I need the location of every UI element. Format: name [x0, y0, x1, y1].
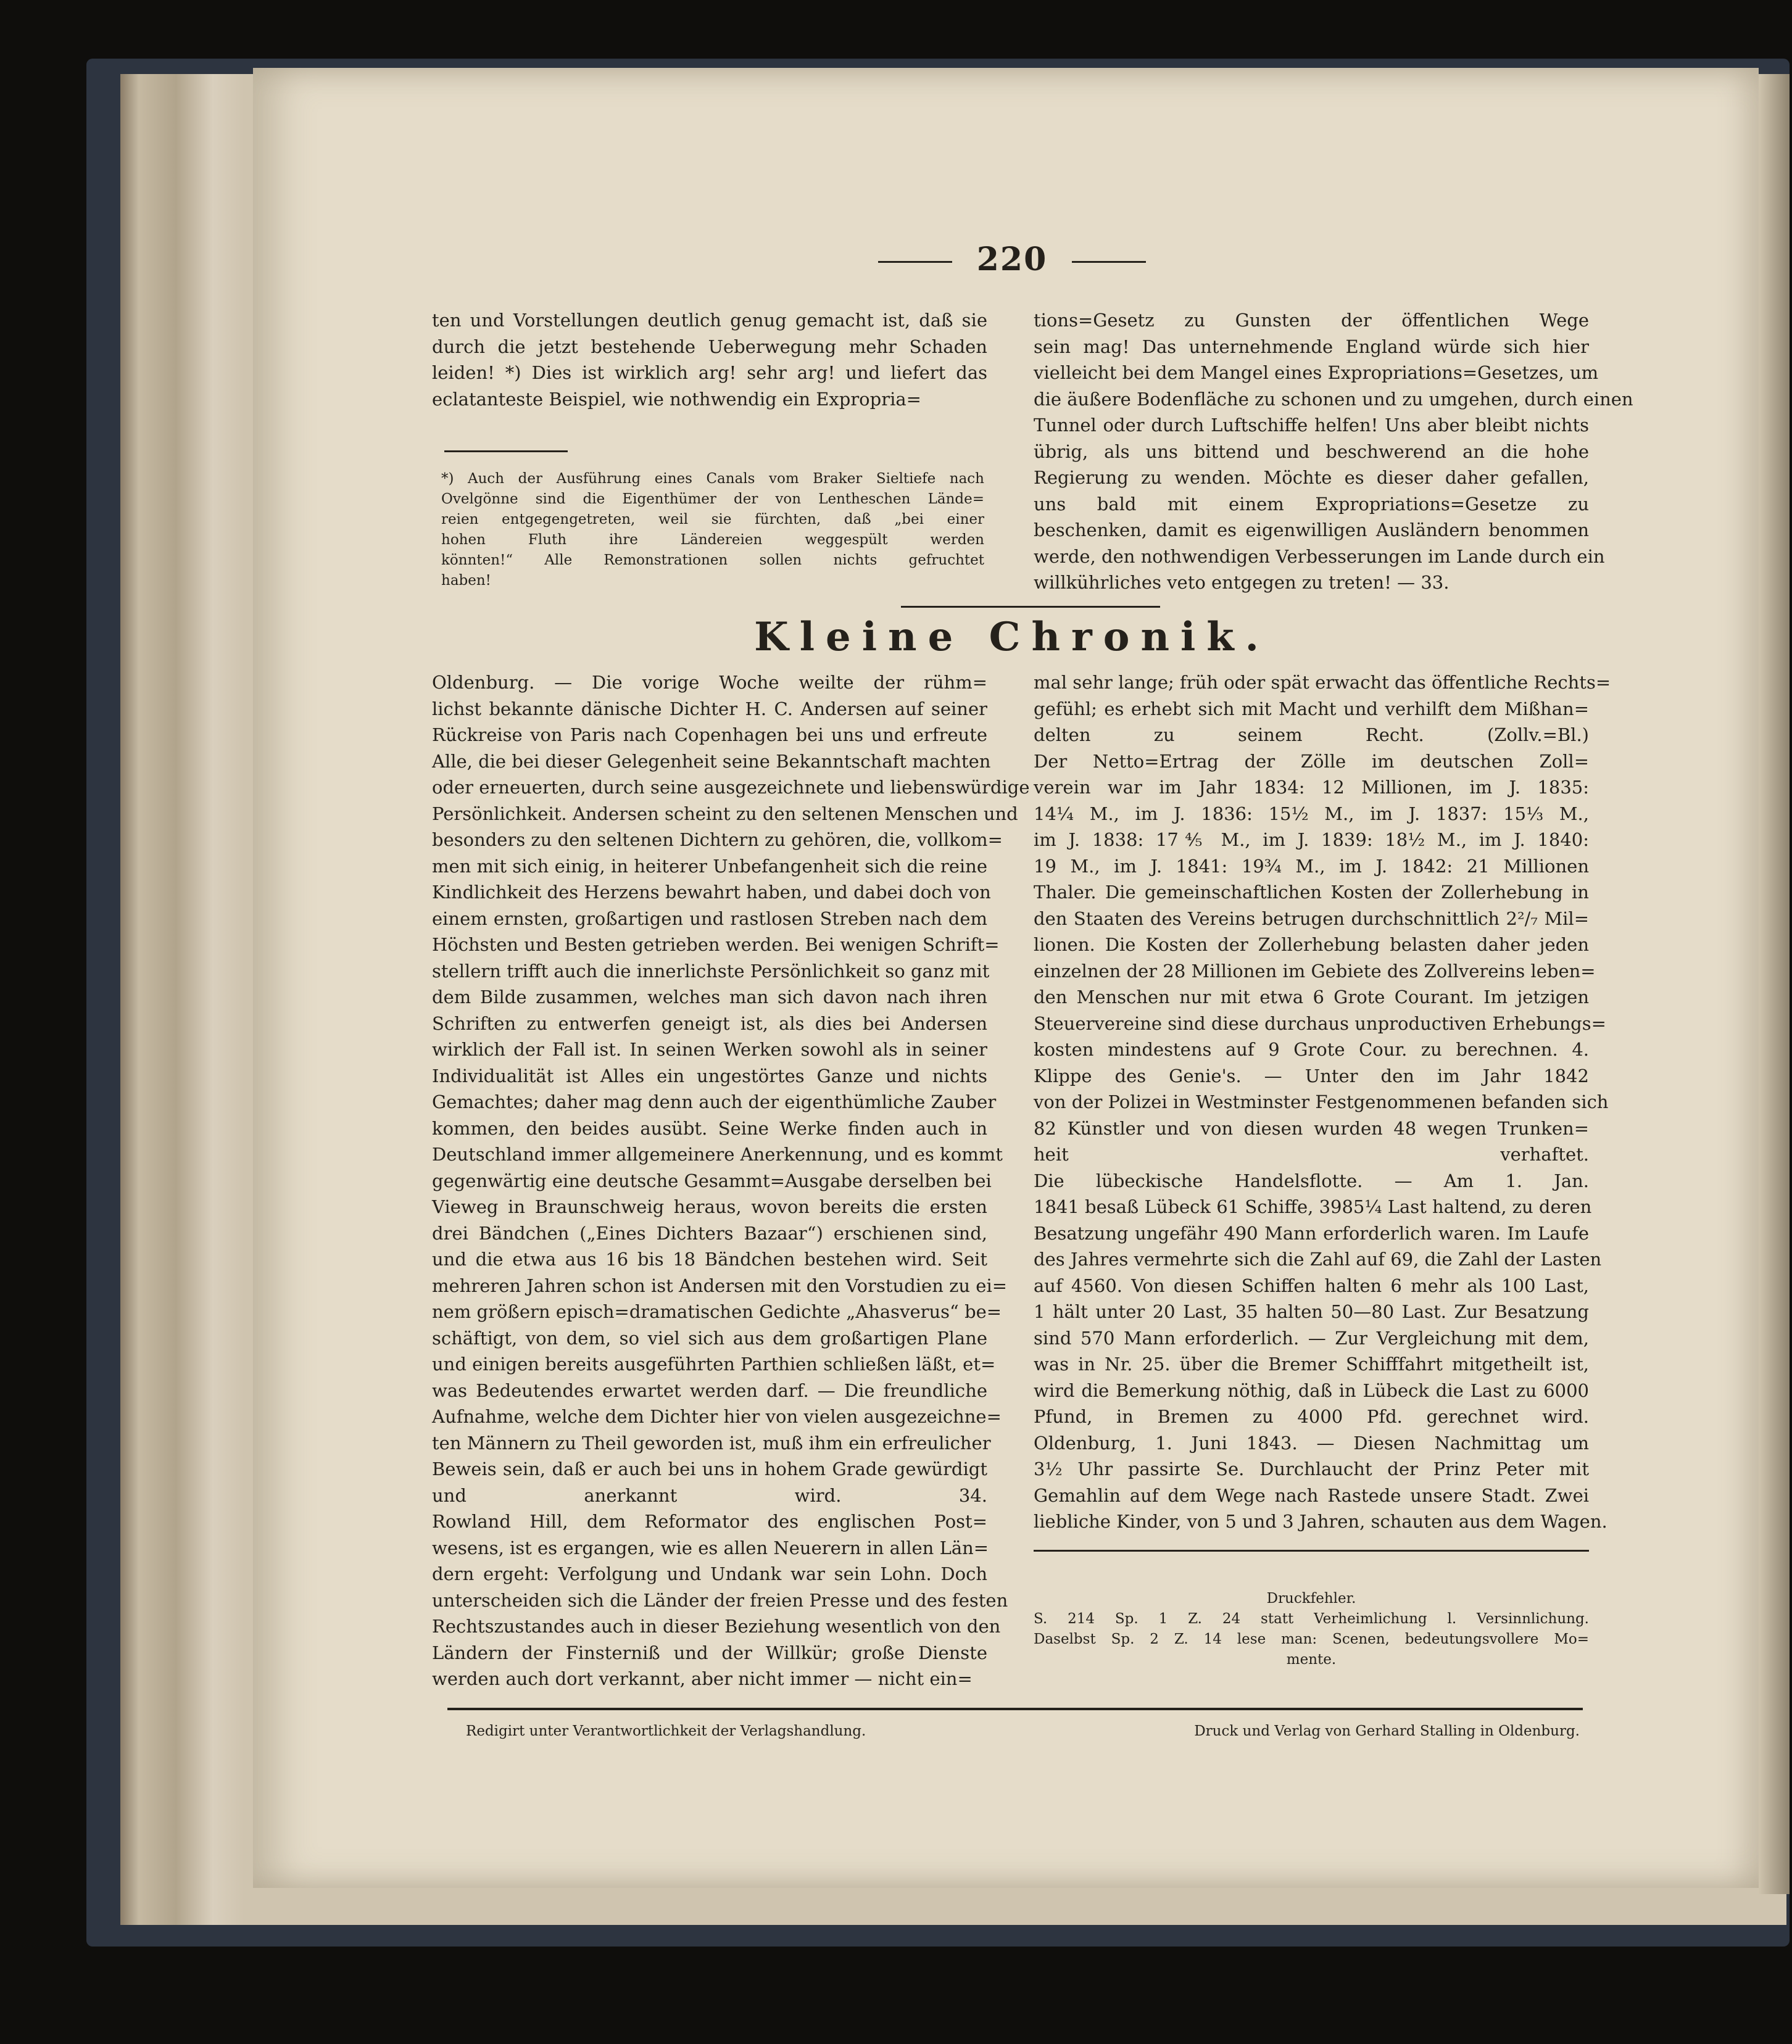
text-line: Rückreise von Paris nach Copenhagen bei uns und erfreute	[432, 724, 987, 745]
footnote	[441, 469, 984, 591]
text-line: Individualität ist Alles ein ungestörtes Ganze und nichts	[432, 1065, 987, 1086]
errata-title: Druckfehler.	[1266, 1591, 1356, 1607]
text-line: lionen. Die Kosten der Zollerhebung belasten daher jeden	[1034, 934, 1589, 955]
text-line: eclatanteste Beispiel, wie nothwendig ein Expropria=	[432, 388, 921, 410]
text-line: Der Netto=Ertrag der Zölle im deutschen Zoll=	[1034, 750, 1589, 772]
text-line: und die etwa aus 16 bis 18 Bändchen bestehen wird. Seit	[432, 1249, 987, 1270]
text-line: Regierung zu wenden. Möchte es dieser daher gefallen,	[1034, 467, 1589, 488]
text-line: und anerkannt wird. 34.	[432, 1484, 987, 1506]
text-line: beschenken, damit es eigenwilligen Ausländern benommen	[1034, 519, 1589, 540]
text-line: oder erneuerten, durch seine ausgezeichnete und liebenswürdige	[432, 777, 1030, 798]
page-number-dash-right	[1072, 261, 1146, 263]
text-line: tions=Gesetz zu Gunsten der öffentlichen Wege	[1034, 310, 1589, 331]
text-line: ten Männern zu Theil geworden ist, muß ihm ein erfreulicher	[432, 1432, 991, 1454]
page-number-text: 220	[976, 241, 1048, 278]
footnote-line: haben!	[441, 573, 491, 589]
text-line: sind 570 Mann erforderlich. — Zur Vergleichung mit dem,	[1034, 1327, 1589, 1349]
page-number	[432, 241, 1592, 278]
errata-line: S. 214 Sp. 1 Z. 24 statt Verheimlichung l. Versinnlichung.	[1034, 1611, 1589, 1627]
text-line: werden auch dort verkannt, aber nicht immer — nicht ein=	[432, 1668, 973, 1689]
text-line: durch die jetzt bestehende Ueberwegung mehr Schaden	[432, 336, 987, 357]
top-left-column	[432, 307, 987, 412]
text-line: auf 4560. Von diesen Schiffen halten 6 mehr als 100 Last,	[1034, 1275, 1589, 1296]
text-line: mal sehr lange; früh oder spät erwacht das öffentliche Rechts=	[1034, 672, 1611, 693]
text-line: von der Polizei in Westminster Festgenommenen befanden sich	[1034, 1091, 1609, 1112]
section-heading: Kleine Chronik.	[754, 614, 1270, 660]
footnote-line: hohen Fluth ihre Ländereien weggespült werden	[441, 532, 984, 548]
text-line: 1841 besaß Lübeck 61 Schiffe, 3985¼ Last haltend, zu deren	[1034, 1196, 1592, 1217]
text-line: gegenwärtig eine deutsche Gesammt=Ausgabe derselben bei	[432, 1170, 992, 1191]
text-line: 19 M., im J. 1841: 19¾ M., im J. 1842: 21 Millionen	[1034, 855, 1589, 877]
text-line: Rechtszustandes auch in dieser Beziehung wesentlich von den	[432, 1616, 1001, 1637]
text-line: besonders zu den seltenen Dichtern zu gehören, die, vollkom=	[432, 829, 1003, 850]
text-line: stellern trifft auch die innerlichste Persönlichkeit so ganz mit	[432, 960, 990, 982]
footnote-line: *) Auch der Ausführung eines Canals vom Braker Sieltiefe nach	[441, 471, 984, 487]
text-line: Rowland Hill, dem Reformator des englischen Post=	[432, 1511, 987, 1532]
text-line: Thaler. Die gemeinschaftlichen Kosten der Zollerhebung in	[1034, 882, 1589, 903]
text-line: Pfund, in Bremen zu 4000 Pfd. gerechnet wird.	[1034, 1406, 1589, 1427]
text-line: heit verhaftet.	[1034, 1144, 1589, 1165]
text-line: übrig, als uns bittend und beschwerend an die hohe	[1034, 441, 1589, 462]
text-line: was in Nr. 25. über die Bremer Schifffahrt mitgetheilt ist,	[1034, 1354, 1589, 1375]
text-line: Aufnahme, welche dem Dichter hier von vielen ausgezeichne=	[432, 1406, 1002, 1427]
next-page-edge	[1759, 74, 1790, 1894]
text-line: leiden! *) Dies ist wirklich arg! sehr arg! und liefert das	[432, 362, 987, 383]
text-line: Alle, die bei dieser Gelegenheit seine Bekanntschaft machten	[432, 750, 991, 772]
text-line: Oldenburg, 1. Juni 1843. — Diesen Nachmittag um	[1034, 1432, 1589, 1454]
bottom-right-column	[1034, 669, 1611, 1535]
text-line: Steuervereine sind diese durchaus unproductiven Erhebungs=	[1034, 1012, 1606, 1034]
footer-left: Redigirt unter Verantwortlichkeit der Verlagshandlung.	[466, 1723, 866, 1739]
text-line: 82 Künstler und von diesen wurden 48 wegen Trunken=	[1034, 1117, 1589, 1139]
text-line: den Staaten des Vereins betrugen durchschnittlich 2²/₇ Mil=	[1034, 908, 1589, 929]
text-line: die äußere Bodenfläche zu schonen und zu umgehen, durch einen	[1034, 388, 1633, 410]
text-line: gefühl; es erhebt sich mit Macht und verhilft dem Mißhan=	[1034, 698, 1589, 719]
text-line: wesens, ist es ergangen, wie es allen Neuerern in allen Län=	[432, 1537, 989, 1558]
errata	[1034, 1589, 1589, 1670]
text-line: Vieweg in Braunschweig heraus, wovon bereits die ersten	[432, 1196, 987, 1217]
text-line: vielleicht bei dem Mangel eines Expropriations=Gesetzes, um	[1034, 362, 1599, 383]
text-line: liebliche Kinder, von 5 und 3 Jahren, schauten aus dem Wagen.	[1034, 1511, 1607, 1532]
page-number-dash-left	[878, 261, 952, 263]
text-line: was Bedeutendes erwartet werden darf. — Die freundliche	[432, 1380, 987, 1401]
text-line: Deutschland immer allgemeinere Anerkennung, und es kommt	[432, 1144, 1003, 1165]
text-line: Schriften zu entwerfen geneigt ist, als dies bei Andersen	[432, 1012, 987, 1034]
text-line: drei Bändchen („Eines Dichters Bazaar“) erschienen sind,	[432, 1222, 987, 1244]
text-line: unterscheiden sich die Länder der freien Presse und des festen	[432, 1589, 1008, 1611]
footer-rule	[447, 1708, 1583, 1710]
text-line: uns bald mit einem Expropriations=Gesetze zu	[1034, 493, 1589, 515]
page-content	[432, 241, 1633, 1869]
text-line: 1 hält unter 20 Last, 35 halten 50—80 Last. Zur Besatzung	[1034, 1301, 1589, 1322]
errata-line: Daselbst Sp. 2 Z. 14 lese man: Scenen, bedeutungsvollere Mo=	[1034, 1631, 1589, 1647]
errata-line: mente.	[1286, 1652, 1337, 1668]
text-line: Gemachtes; daher mag denn auch der eigenthümliche Zauber	[432, 1091, 997, 1112]
text-line: des Jahres vermehrte sich die Zahl auf 69, die Zahl der Lasten	[1034, 1249, 1602, 1270]
text-line: sein mag! Das unternehmende England würde sich hier	[1034, 336, 1589, 357]
text-line: Besatzung ungefähr 490 Mann erforderlich waren. Im Laufe	[1034, 1222, 1589, 1244]
text-line: 14¼ M., im J. 1836: 15½ M., im J. 1837: 15⅓ M.,	[1034, 803, 1589, 824]
text-line: delten zu seinem Recht. (Zollv.=Bl.)	[1034, 724, 1589, 745]
text-line: Gemahlin auf dem Wege nach Rastede unsere Stadt. Zwei	[1034, 1484, 1589, 1506]
text-line: werde, den nothwendigen Verbesserungen im Lande durch ein	[1034, 545, 1605, 567]
heading-rule	[901, 606, 1160, 608]
text-line: lichst bekannte dänische Dichter H. C. Andersen auf seiner	[432, 698, 987, 719]
text-line: einzelnen der 28 Millionen im Gebiete des Zollvereins leben=	[1034, 960, 1596, 982]
footnote-line: Ovelgönne sind die Eigenthümer der von Lentheschen Lände=	[441, 491, 984, 507]
footnote-line: könnten!“ Alle Remonstrationen sollen nichts gefruchtet	[441, 552, 984, 568]
text-line: mehreren Jahren schon ist Andersen mit den Vorstudien zu ei=	[432, 1275, 1008, 1296]
text-line: im J. 1838: 17⅘ M., im J. 1839: 18½ M., im J. 1840:	[1034, 829, 1589, 850]
text-line: 3½ Uhr passirte Se. Durchlaucht der Prinz Peter mit	[1034, 1459, 1589, 1479]
text-line: Klippe des Genie's. — Unter den im Jahr 1842	[1034, 1065, 1589, 1086]
errata-rule	[1034, 1550, 1589, 1552]
text-line: dem Bilde zusammen, welches man sich davon nach ihren	[432, 987, 987, 1008]
text-line: Persönlichkeit. Andersen scheint zu den seltenen Menschen und	[432, 803, 1018, 824]
text-line: den Menschen nur mit etwa 6 Grote Courant. Im jetzigen	[1034, 987, 1589, 1008]
text-line: Höchsten und Besten getrieben werden. Bei wenigen Schrift=	[432, 934, 1000, 955]
footnote-line: reien entgegengetreten, weil sie fürchten, daß „bei einer	[441, 511, 984, 528]
text-line: kosten mindestens auf 9 Grote Cour. zu berechnen. 4.	[1034, 1039, 1589, 1060]
text-line: wirklich der Fall ist. In seinen Werken sowohl als in seiner	[432, 1039, 987, 1060]
text-line: Kindlichkeit des Herzens bewahrt haben, und dabei doch von	[432, 882, 991, 903]
text-line: und einigen bereits ausgeführten Parthien schließen läßt, et=	[432, 1354, 996, 1375]
footer-right: Druck und Verlag von Gerhard Stalling in Oldenburg.	[1194, 1723, 1580, 1739]
text-line: ten und Vorstellungen deutlich genug gemacht ist, daß sie	[432, 310, 987, 331]
text-line: willkührliches veto entgegen zu treten! — 33.	[1034, 572, 1450, 593]
text-line: Beweis sein, daß er auch bei uns in hohem Grade gewürdigt	[432, 1459, 987, 1479]
text-line: schäftigt, von dem, so viel sich aus dem großartigen Plane	[432, 1327, 987, 1349]
bottom-left-column	[432, 669, 1030, 1692]
text-line: dern ergeht: Verfolgung und Undank war sein Lohn. Doch	[432, 1563, 987, 1584]
text-line: Tunnel oder durch Luftschiffe helfen! Uns aber bleibt nichts	[1034, 415, 1589, 436]
text-line: einem ernsten, großartigen und rastlosen Streben nach dem	[432, 908, 987, 929]
footnote-rule	[444, 450, 568, 452]
text-line: Oldenburg. — Die vorige Woche weilte der rühm=	[432, 672, 987, 693]
text-line: kommen, den beides ausübt. Seine Werke finden auch in	[432, 1117, 987, 1139]
text-line: verein war im Jahr 1834: 12 Millionen, im J. 1835:	[1034, 777, 1589, 798]
text-line: men mit sich einig, in heiterer Unbefangenheit sich die reine	[432, 855, 987, 877]
text-line: Ländern der Finsterniß und der Willkür; große Dienste	[432, 1642, 987, 1663]
text-line: Die lübeckische Handelsflotte. — Am 1. Jan.	[1034, 1170, 1589, 1191]
text-line: nem größern episch=dramatischen Gedichte „Ahasverus“ be=	[432, 1301, 1002, 1322]
top-right-column	[1034, 307, 1633, 596]
text-line: wird die Bemerkung nöthig, daß in Lübeck die Last zu 6000	[1034, 1380, 1589, 1401]
